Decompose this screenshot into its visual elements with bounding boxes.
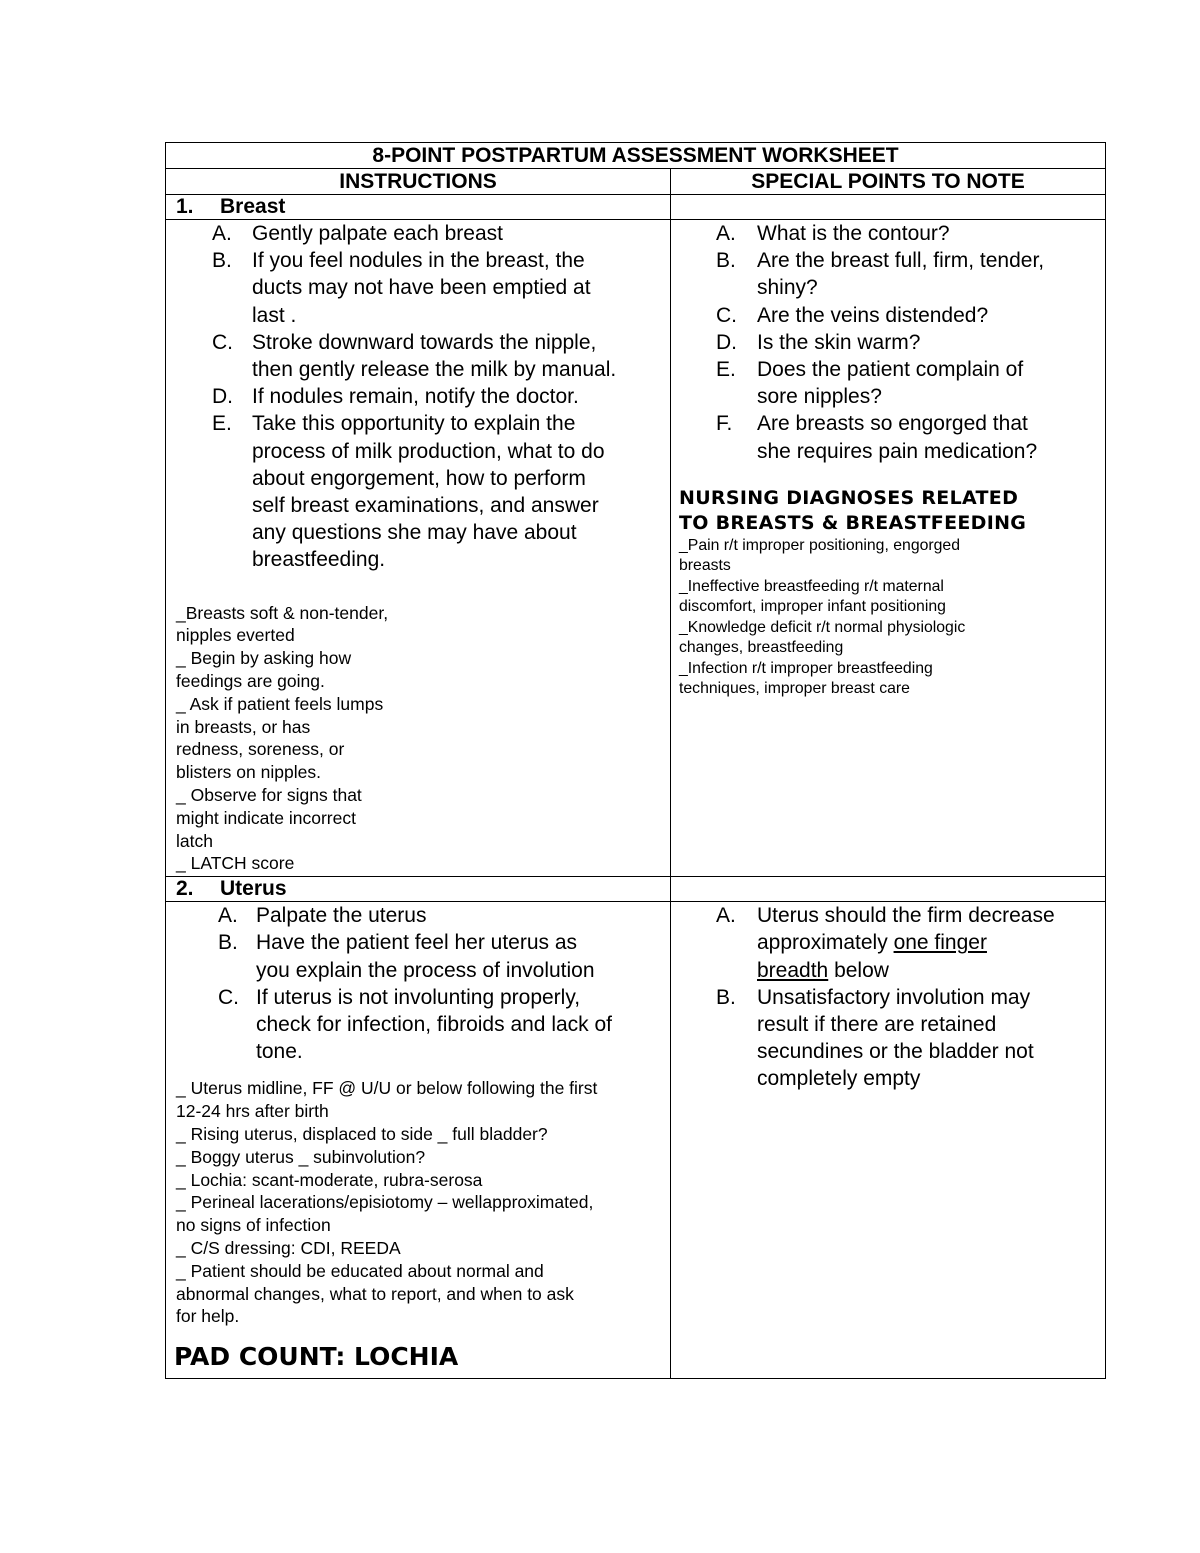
breast-notes: _Breasts soft & non-tender, nipples everted _ Begin by asking how feedings are going. _ Ask if patient feels lumps in breasts, or has redness, soreness, or blisters on nipples. _ Observe for signs that might indicate incorrect latch _ LATCH score [176, 602, 389, 874]
section-label: Uterus [220, 877, 287, 901]
instructions-header: INSTRUCTIONS [166, 169, 671, 195]
list-item: A. Uterus should the firm decrease approximately one finger breadth below [716, 904, 1055, 982]
pad-count-heading: PAD COUNT: LOCHIA [174, 1342, 459, 1372]
list-item: E. Take this opportunity to explain the process of milk production, what to do about engorgement, how to perform self breast examinations, and answer any questions she may have about breastfeeding. [212, 412, 605, 572]
list-item: E. Does the patient complain of sore nipples? [716, 358, 1024, 409]
list-item: B. Are the breast full, firm, tender, shiny? [716, 249, 1045, 300]
section-breast-heading [166, 195, 671, 220]
uterus-special-list [679, 902, 1097, 1092]
list-item: D. If nodules remain, notify the doctor. [212, 385, 579, 409]
uterus-special-cell [671, 902, 1106, 1379]
list-item: C. Are the veins distended? [716, 303, 989, 327]
section-number: 1. [176, 195, 194, 218]
section-label: Breast [220, 195, 286, 218]
nursing-diagnoses-title: NURSING DIAGNOSES RELATED TO BREASTS & BREASTFEEDING [679, 486, 1027, 534]
list-item: B. Unsatisfactory involution may result if there are retained secundines or the bladder not completely empty [716, 985, 1034, 1091]
breast-instructions-list [174, 220, 662, 574]
list-item: C. Stroke downward towards the nipple, then gently release the milk by manual. [212, 330, 617, 382]
breast-special-cell [671, 220, 1106, 877]
list-item: B. If you feel nodules in the breast, the ducts may not have been emptied at last . [212, 249, 591, 327]
empty-cell [671, 877, 1106, 902]
list-item: A. What is the contour? [716, 222, 950, 245]
empty-cell [671, 195, 1106, 220]
list-item: A. Gently palpate each breast [212, 222, 503, 245]
uterus-notes: _ Uterus midline, FF @ U/U or below following the first 12-24 hrs after birth _ Rising uterus, displaced to side _ full bladder? _ Boggy uterus _ subinvolution? _ Lochia: scant-moderate, rubra-serosa _ Perineal lacerations/episiotomy – wellapproximated, no signs of infection _ C/S dressing: CDI, REEDA _ Patient should be educated about normal and abnormal changes, what to report, and when to ask for help. [176, 1078, 598, 1327]
list-item: D. Is the skin warm? [716, 330, 921, 354]
nursing-diagnoses-list: _Pain r/t improper positioning, engorged breasts _Ineffective breastfeeding r/t maternal discomfort, improper infant positioning _Knowledge deficit r/t normal physiologic changes, breastfeeding _Infection r/t improper breastfeeding techniques, improper breast care [679, 536, 966, 698]
list-item: C. If uterus is not involunting properly, check for infection, fibroids and lack of tone. [218, 985, 613, 1064]
section-uterus-heading [166, 877, 671, 902]
worksheet-table [165, 142, 1106, 1379]
list-item: A. Palpate the uterus [218, 904, 427, 928]
breast-special-list [679, 220, 1097, 465]
breast-instructions-cell [166, 220, 671, 877]
list-item: B. Have the patient feel her uterus as you explain the process of involution [218, 931, 595, 982]
special-points-header: SPECIAL POINTS TO NOTE [671, 169, 1106, 195]
worksheet-title: 8-POINT POSTPARTUM ASSESSMENT WORKSHEET [166, 143, 1106, 169]
section-number: 2. [176, 877, 194, 901]
uterus-instructions-list [174, 902, 662, 1065]
uterus-instructions-cell [166, 902, 671, 1379]
list-item: F. Are breasts so engorged that she requires pain medication? [716, 412, 1038, 463]
